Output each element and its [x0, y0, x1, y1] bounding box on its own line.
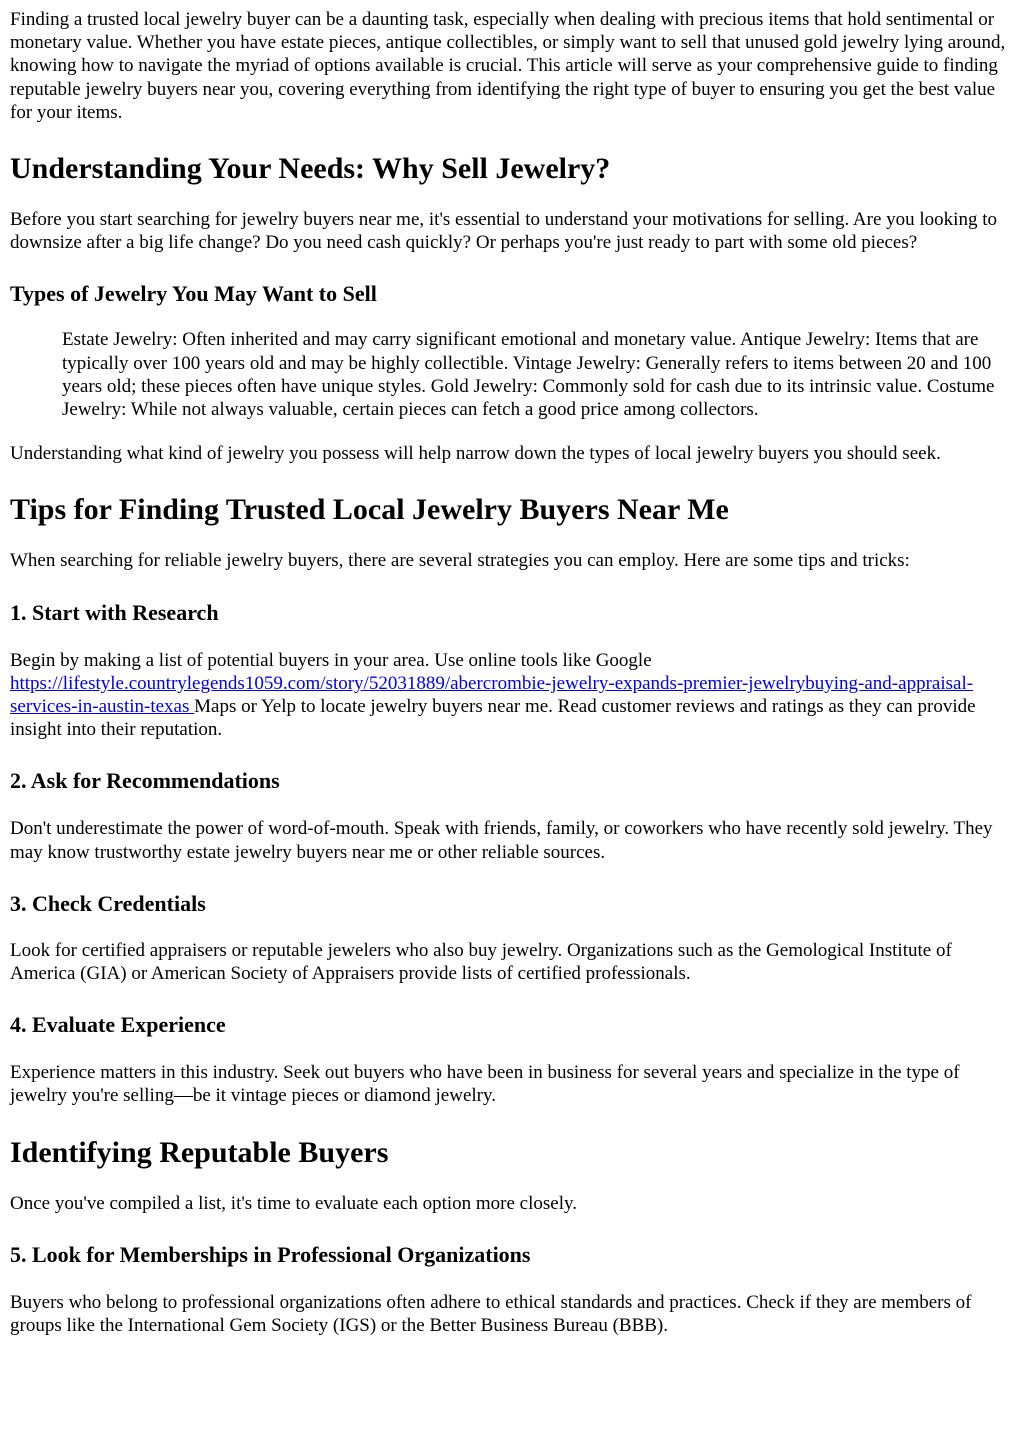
research-text-before: Begin by making a list of potential buyers in your area. Use online tools like Google	[10, 649, 652, 671]
heading-memberships: 5. Look for Memberships in Professional Organizations	[10, 1241, 531, 1267]
heading-start-with-research: 1. Start with Research	[10, 599, 219, 625]
research-paragraph	[10, 649, 1014, 742]
credentials-paragraph: Look for certified appraisers or reputable jewelers who also buy jewelry. Organizations such as the Gemological Institute of America (GIA) or American Society of Appraisers provide lists of certified professionals.	[10, 939, 952, 985]
heading-identifying-buyers: Identifying Reputable Buyers	[10, 1135, 389, 1169]
jewelry-types-list: Estate Jewelry: Often inherited and may carry significant emotional and monetary value. Antique Jewelry: Items that are typically over 100 years old and may be highly collectible. Vintage Jewelry: Generally refers to items between 20 and 100 years old; these pieces often have unique styles. Gold Jewelry: Commonly sold for cash due to its intrinsic value. Costume Jewelry: While not always valuable, certain pieces can fetch a good price among collectors.	[62, 329, 995, 421]
intro-paragraph: Finding a trusted local jewelry buyer can be a daunting task, especially when dealing with precious items that hold sentimental or monetary value. Whether you have estate pieces, antique collectibles, or simply want to sell that unused gold jewelry lying around, knowing how to navigate the myriad of options available is crucial. This article will serve as your comprehensive guide to finding reputable jewelry buyers near you, covering everything from identifying the right type of buyer to ensuring you get the best value for your items.	[10, 9, 1006, 123]
experience-paragraph: Experience matters in this industry. Seek out buyers who have been in business for several years and specialize in the type of jewelry you're selling—be it vintage pieces or diamond jewelry.	[10, 1062, 960, 1107]
heading-understanding-needs: Understanding Your Needs: Why Sell Jewelry?	[10, 152, 611, 186]
article-link[interactable]: https://lifestyle.countrylegends1059.com/story/52031889/abercrombie-jewelry-expands-premier-jewelrybuying-and-appraisal-services-in-austin-texas	[10, 672, 974, 718]
heading-check-credentials: 3. Check Credentials	[10, 890, 206, 916]
identifying-paragraph: Once you've compiled a list, it's time to evaluate each option more closely.	[10, 1192, 578, 1214]
memberships-paragraph: Buyers who belong to professional organizations often adhere to ethical standards and practices. Check if they are members of groups like the International Gem Society (IGS) or the Better Business Bureau (BBB).	[10, 1291, 972, 1337]
heading-evaluate-experience: 4. Evaluate Experience	[10, 1012, 226, 1038]
after-list-paragraph: Understanding what kind of jewelry you possess will help narrow down the types of local jewelry buyers you should seek.	[10, 443, 941, 465]
understanding-needs-paragraph: Before you start searching for jewelry buyers near me, it's essential to understand your motivations for selling. Are you looking to downsize after a big life change? Do you need cash quickly? Or perhaps you're just ready to part with some old pieces?	[10, 209, 997, 254]
recommendations-paragraph: Don't underestimate the power of word-of-mouth. Speak with friends, family, or coworkers who have recently sold jewelry. They may know trustworthy estate jewelry buyers near me or other reliable sources.	[10, 818, 993, 863]
heading-tips: Tips for Finding Trusted Local Jewelry Buyers Near Me	[10, 493, 729, 527]
tips-intro-paragraph: When searching for reliable jewelry buyers, there are several strategies you can employ. Here are some tips and tricks:	[10, 550, 910, 572]
research-text-after: Maps or Yelp to locate jewelry buyers near me. Read customer reviews and ratings as they can provide insight into their reputation.	[10, 696, 976, 741]
heading-types-of-jewelry: Types of Jewelry You May Want to Sell	[10, 281, 377, 307]
heading-ask-recommendations: 2. Ask for Recommendations	[10, 768, 280, 794]
